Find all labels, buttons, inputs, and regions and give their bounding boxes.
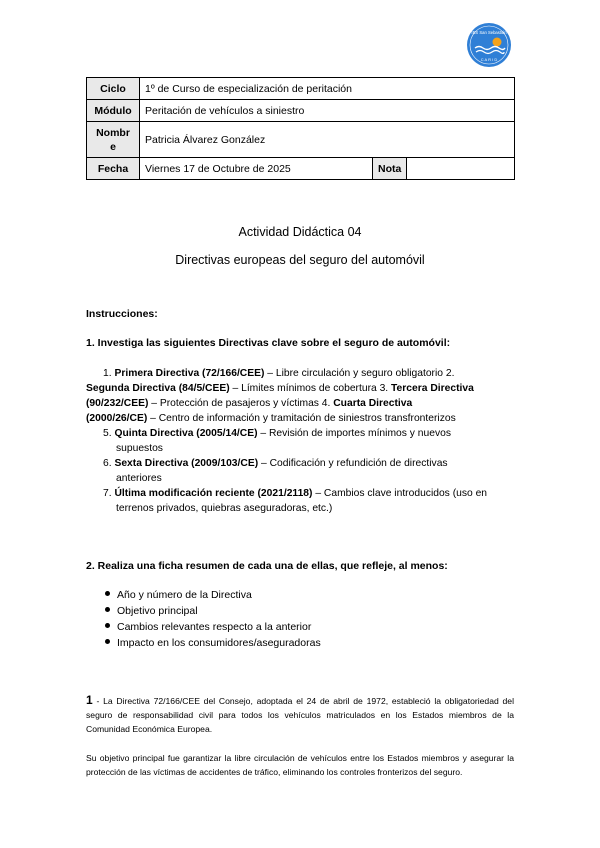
paragraph-1: 1 - La Directiva 72/166/CEE del Consejo, adoptada el 24 de abril de 1972, estableció la obligatoriedad del seguro de responsabilidad civil para todos los vehículos matriculados en los Estados miembros de la Comunidad Económica Europea. (86, 693, 514, 734)
nota-label: Nota (373, 158, 407, 180)
ciclo-label: Ciclo (87, 78, 140, 100)
list-item-continuation: supuestos (116, 443, 163, 454)
bullet-item: Impacto en los consumidores/aseguradoras (105, 637, 321, 649)
instrucciones-heading: Instrucciones: (86, 308, 158, 320)
bullet-dot-icon (105, 607, 110, 612)
list-item-continuation: terrenos privados, quiebras aseguradoras, etc.) (116, 503, 333, 514)
bullet-dot-icon (105, 591, 110, 596)
logo-top-text: IES San Sebastián (471, 30, 507, 35)
section2-heading: 2. Realiza una ficha resumen de cada una de ellas, que refleje, al menos: (86, 560, 448, 572)
list-item: 1. Primera Directiva (72/166/CEE) – Libre circulación y seguro obligatorio 2. (103, 368, 455, 379)
page-subtitle: Directivas europeas del seguro del automóvil (175, 253, 425, 267)
bullet-item: Año y número de la Directiva (105, 589, 252, 601)
page-title: Actividad Didáctica 04 (238, 225, 362, 239)
bullet-item: Objetivo principal (105, 605, 198, 617)
list-item: Segunda Directiva (84/5/CEE) – Límites mínimos de cobertura 3. Tercera Directiva (86, 383, 474, 394)
list-item: 5. Quinta Directiva (2005/14/CE) – Revisión de importes mínimos y nuevos (103, 428, 451, 439)
bullet-dot-icon (105, 639, 110, 644)
modulo-label: Módulo (87, 100, 140, 122)
bullet-dot-icon (105, 623, 110, 628)
header-table (86, 77, 515, 180)
school-logo (466, 22, 512, 68)
fecha-value: Viernes 17 de Octubre de 2025 (140, 158, 373, 180)
list-item: (90/232/CEE) – Protección de pasajeros y víctimas 4. Cuarta Directiva (86, 398, 413, 409)
list-item: 7. Última modificación reciente (2021/2118) – Cambios clave introducidos (uso en (103, 488, 488, 499)
nota-value (407, 158, 515, 180)
list-item: (2000/26/CE) – Centro de información y tramitación de siniestros transfronterizos (86, 413, 456, 424)
list-item-continuation: anteriores (116, 473, 162, 484)
bullet-item: Cambios relevantes respecto a la anterior (105, 621, 311, 633)
paragraph-2: Su objetivo principal fue garantizar la libre circulación de vehículos entre los Estados miembros y asegurar la protección de las víctimas de accidentes de tráfico, eliminando los controles fronterizos del seguro. (86, 753, 514, 777)
nombre-label: Nombr e (87, 122, 140, 158)
section1-heading: 1. Investiga las siguientes Directivas clave sobre el seguro de automóvil: (86, 337, 451, 349)
fecha-label: Fecha (87, 158, 140, 180)
nombre-value: Patricia Álvarez González (140, 122, 515, 158)
logo-bottom-text: C A R I D (480, 57, 498, 62)
directivas-list (86, 366, 523, 516)
list-item: 6. Sexta Directiva (2009/103/CE) – Codificación y refundición de directivas (103, 458, 448, 469)
modulo-value: Peritación de vehículos a siniestro (140, 100, 515, 122)
ciclo-value: 1º de Curso de especialización de peritación (140, 78, 515, 100)
